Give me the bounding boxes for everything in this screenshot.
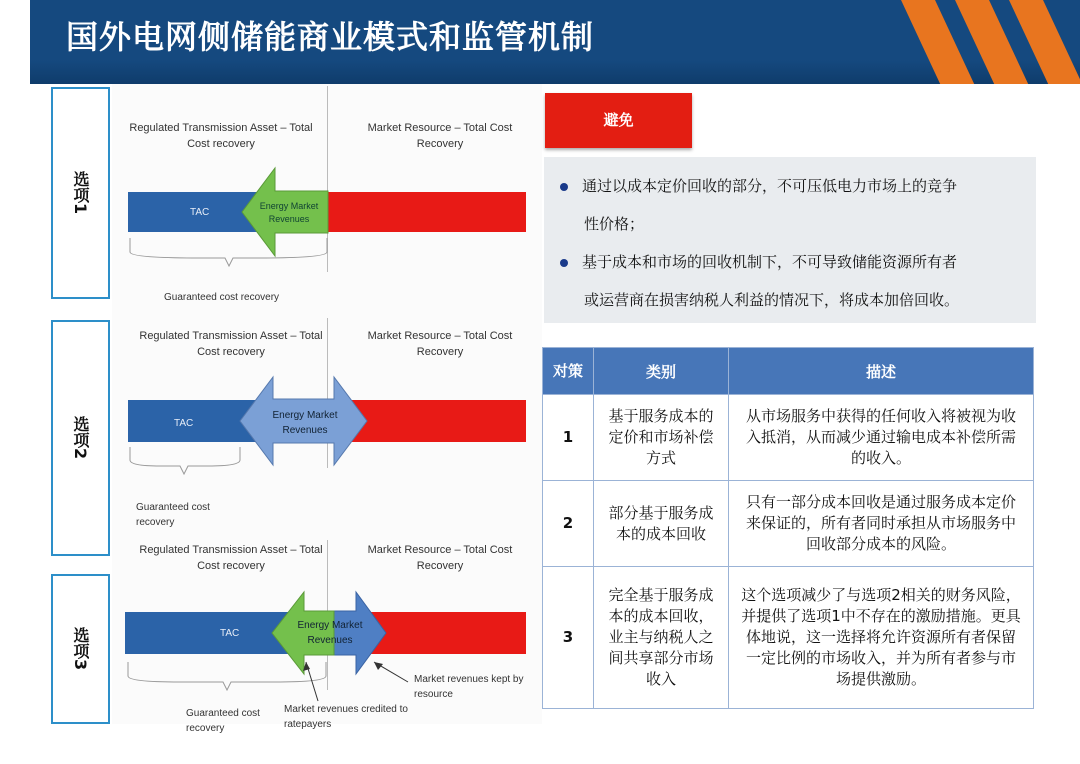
brace-1 xyxy=(130,238,327,266)
row-category: 基于服务成本的定价和市场补偿方式 xyxy=(594,395,729,481)
option-3-right-header: Market Resource – Total Cost Recovery xyxy=(367,544,513,572)
row-number: 3 xyxy=(543,567,594,709)
option-1-right-header: Market Resource – Total Cost Recovery xyxy=(367,122,513,150)
table-row xyxy=(543,567,1034,709)
header-measure: 对策 xyxy=(543,348,594,395)
brace-2 xyxy=(130,447,240,474)
option-2-brace-label: Guaranteed cost recovery xyxy=(136,502,210,528)
bullet-1-line-1: 通过以成本定价回收的部分，不可压低电力市场上的竞争 xyxy=(582,177,958,195)
option-2-label: 选项2 xyxy=(71,416,90,460)
option-1-arrow-label: Energy Market Revenues xyxy=(259,201,319,224)
option-3-arrow-label: Energy Market Revenues xyxy=(297,620,363,646)
row-description: 只有一部分成本回收是通过服务成本定价来保证的，所有者同时承担从市场服务中回收部分成本的风险。 xyxy=(729,481,1034,567)
option-1-left-header: Regulated Transmission Asset – Total Cost recovery xyxy=(129,122,313,150)
row-description: 从市场服务中获得的任何收入将被视为收入抵消，从而减少通过输电成本补偿所需的收入。 xyxy=(729,395,1034,481)
option-3-credited-note: Market revenues credited to ratepayers xyxy=(284,704,408,730)
table-row xyxy=(543,481,1034,567)
table-row xyxy=(543,395,1034,481)
option-2-right-header: Market Resource – Total Cost Recovery xyxy=(367,330,513,358)
bullet-item-1 xyxy=(560,167,957,243)
page-title: 国外电网侧储能商业模式和监管机制 xyxy=(66,18,595,56)
option-2-tac-label: TAC xyxy=(174,418,194,429)
option-3-tac-label: TAC xyxy=(220,628,240,639)
row-number: 2 xyxy=(543,481,594,567)
option-1-brace-label: Guaranteed cost recovery xyxy=(164,292,280,303)
option-3-left-header: Regulated Transmission Asset – Total Cost recovery xyxy=(139,544,323,572)
header-category: 类别 xyxy=(594,348,729,395)
brace-3 xyxy=(128,662,326,690)
market-bar-1 xyxy=(328,192,526,232)
bullet-2-line-1: 基于成本和市场的回收机制下，不可导致储能资源所有者 xyxy=(582,253,958,271)
option-3-brace-label: Guaranteed cost recovery xyxy=(186,708,260,734)
bullet-2-line-2: 或运营商在损害纳税人利益的情况下，将成本加倍回收。 xyxy=(584,291,960,309)
row-category: 完全基于服务成本的成本回收，业主与纳税人之间共享部分市场收入 xyxy=(594,567,729,709)
header-description: 描述 xyxy=(729,348,1034,395)
bullet-item-2 xyxy=(560,243,959,319)
option-2-arrow-label: Energy Market Revenues xyxy=(272,410,338,436)
option-1-label: 选项1 xyxy=(71,171,90,215)
measures-table xyxy=(542,347,1034,709)
option-3-label: 选项3 xyxy=(71,627,90,671)
option-1-tac-label: TAC xyxy=(190,207,210,218)
option-2-left-header: Regulated Transmission Asset – Total Cost recovery xyxy=(139,330,323,358)
row-category: 部分基于服务成本的成本回收 xyxy=(594,481,729,567)
bullet-dot-icon xyxy=(560,259,568,267)
bullet-panel xyxy=(544,157,1036,323)
table-header-row xyxy=(543,348,1034,395)
bullet-1-line-2: 性价格； xyxy=(584,215,645,233)
row-number: 1 xyxy=(543,395,594,481)
avoid-label: 避免 xyxy=(545,93,692,148)
row-description: 这个选项减少了与选项2相关的财务风险，并提供了选项1中不存在的激励措施。更具体地说，这一选择将允许资源所有者保留一定比例的市场收入，并为所有者参与市场提供激励。 xyxy=(729,567,1034,709)
option-3-kept-note: Market revenues kept by resource xyxy=(414,674,524,700)
bullet-dot-icon xyxy=(560,183,568,191)
